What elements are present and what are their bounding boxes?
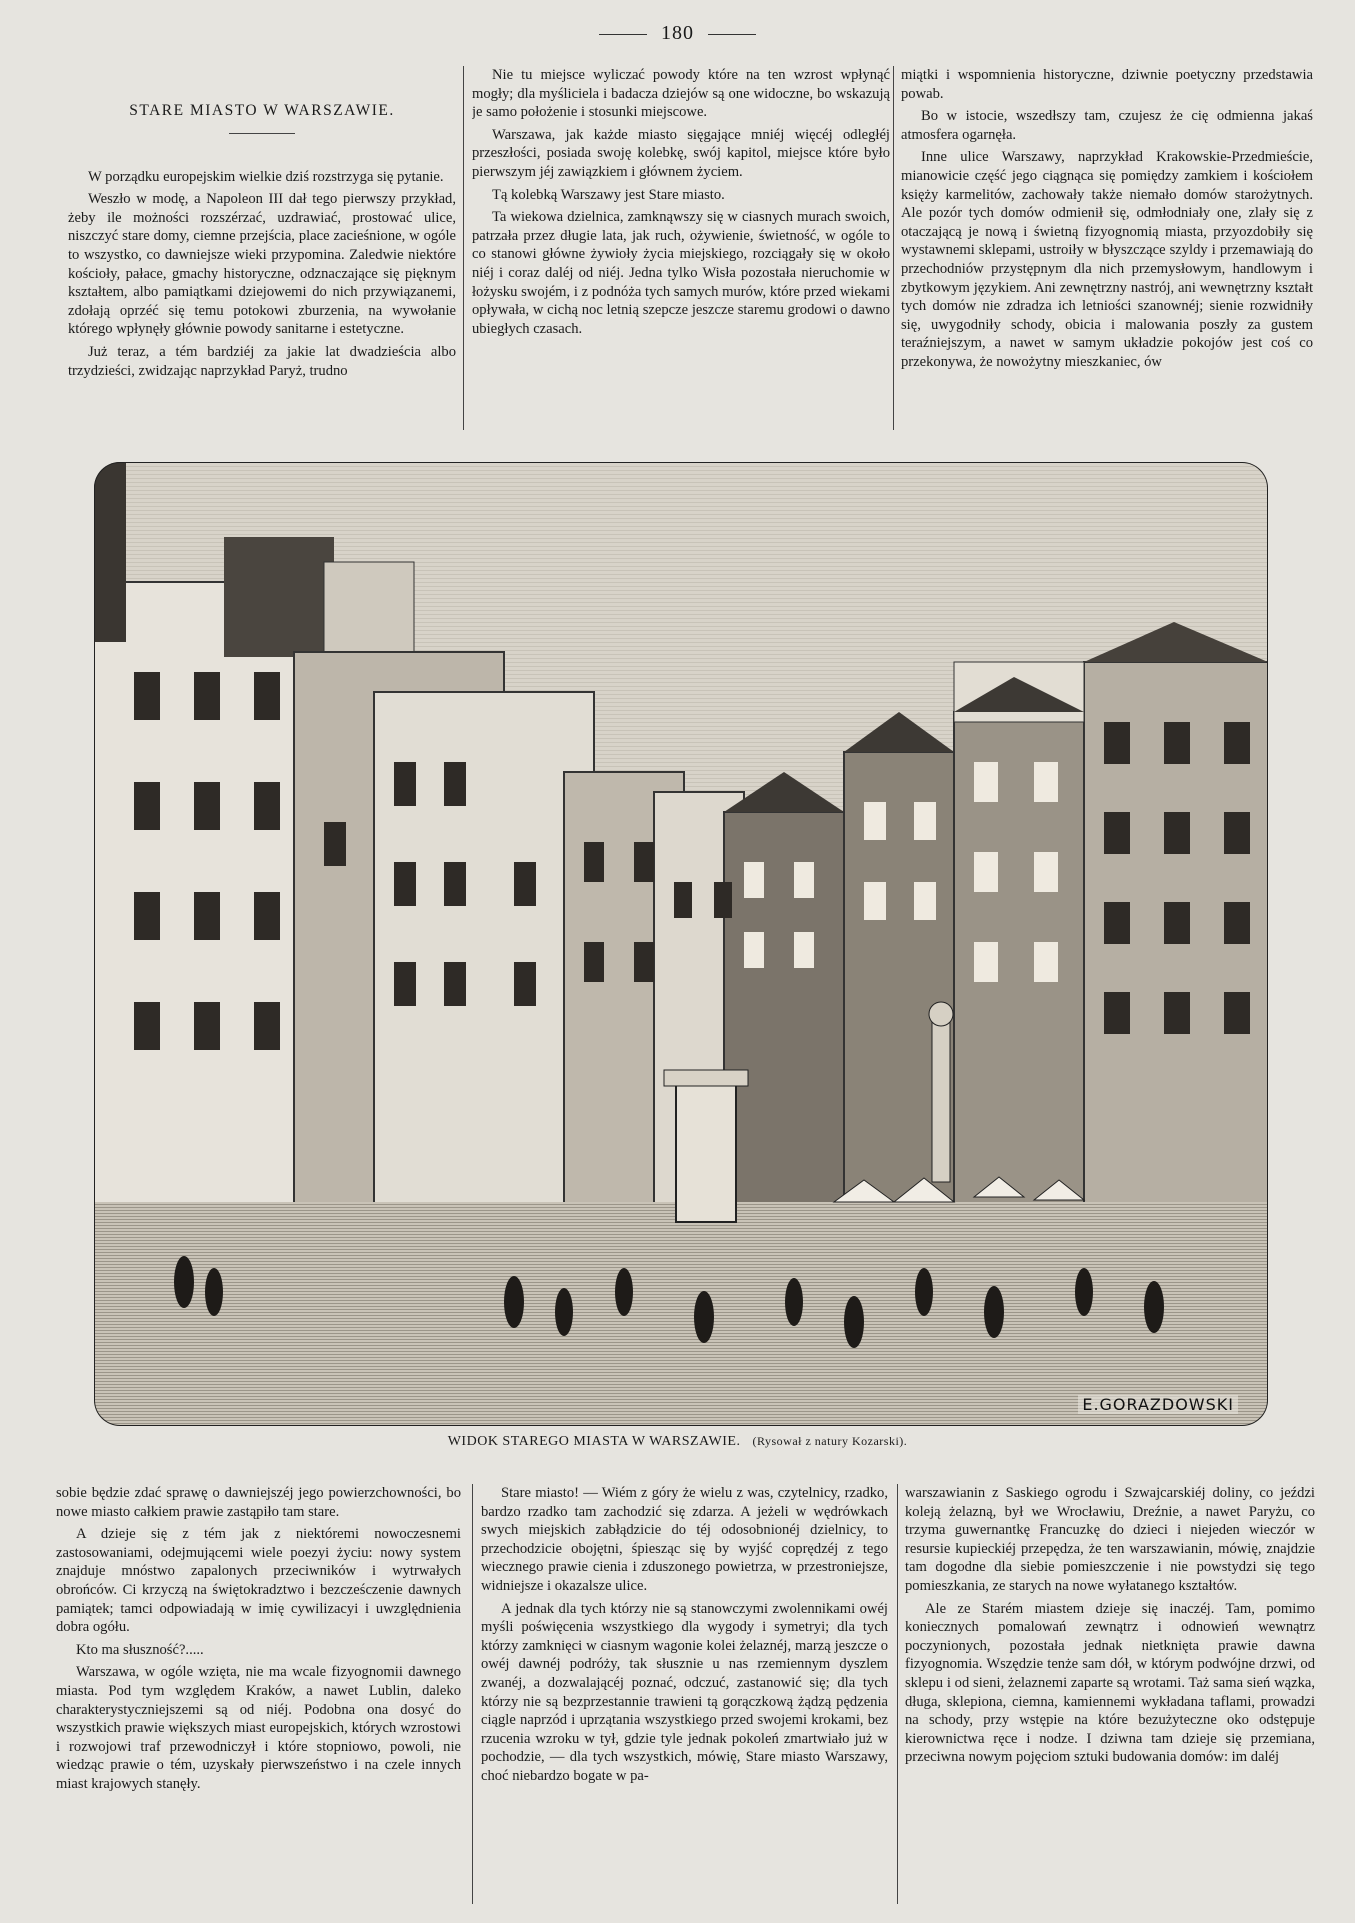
paragraph: sobie będzie zdać sprawę o dawniejszéj jego powierzchowności, bo nowe miasto całkiem prawie zastąpiło tam stare.	[56, 1485, 461, 1520]
paragraph: Kto ma słuszność?.....	[76, 1641, 204, 1658]
paragraph: Weszło w modę, a Napoleon III dał tego pierwszy przykład, żeby ile możności rozszérzać, uzdrawiać, prostować ulice, niszczyć stare domy, ciemne przejścia, place zacieśnione, w ogóle to wszystko, co dawniejsze wieki przypomina. Zaledwie niektóre kościoły, pałace, gmachy historyczne, odznaczające się pięknym kształtem, albo pamiątkami dziejowemi do nich przywiązanemi, zdołają oprzéć się temu potokowi zburzenia, na wywołanie którego wpłynęły głównie powody sanitarne i estetyczne.	[68, 191, 456, 338]
paragraph: Inne ulice Warszawy, naprzykład Krakowskie-Przedmieście, mianowicie część jego ciągnąca się pomiędzy zamkiem i kościołem księży karmelitów, zachowały także niemało domów starożytnych. Ale pozór tych domów odmienił się, odmłodniały one, zlały się z otaczającą je nową i świetną fizyognomią miasta, przyozdobiły się wystawnemi sklepami, ustroiły w błyszczące szyldy i przemawiają do przechodniów przystępnym dla nich przemysłowym, handlowym i zbytkowym językiem. Ani zewnętrzny nastrój, ani wewnętrzny kształt tych domów nie zdradza ich letniości szanownéj; sienie rozwidniły się, uwygodniły schody, obicia i malowania poszły za gustem teraźniejszym, a nawet w samym układzie pokojów jest coś co przekonywa, że nowożytny mieszkaniec, ów	[901, 149, 1313, 370]
paragraph: Warszawa, jak każde miasto sięgające mniéj więcéj odległéj przeszłości, posiada swoję kolebkę, swój kapitol, miejsce które było pierwszym jéj zawiązkiem i głównem życiem.	[472, 126, 890, 180]
engraving-drawing	[94, 462, 1268, 1426]
illustration-caption	[0, 1434, 1355, 1450]
artist-signature: E.GORAZDOWSKI	[1078, 1395, 1238, 1414]
paragraph: Ta wiekowa dzielnica, zamknąwszy się w ciasnych murach swoich, patrzała przez długie lata, jak ruch, ożywienie, świetność, w ogóle to co stanowi główne żywioły życia miejskiego, rozciągały się w około niéj i coraz daléj od niéj. Jedna tylko Wisła pozostała nieruchomie w łożysku swojém, i z podnóża tych samych murów, które przed wiekami opływała, w cichą noc letnią szepcze jeszcze staremu grodowi o dawno ubiegłych czasach.	[472, 209, 890, 337]
top-column-1	[68, 40, 456, 430]
title-rule	[229, 133, 295, 134]
page-number-dash-right	[708, 34, 756, 35]
column-rule	[897, 1484, 898, 1904]
paragraph: Ale ze Starém miastem dzieje się inaczéj. Tam, pomimo koniecznych pomalowań zewnątrz i odnowień wewnątrz poczynionych, pozostała jednak nietknięta prawie dawna fizyognomia. Wszędzie tenże sam dół, w którym podwójne drzwi, od sklepu i od sieni, żelaznemi zaparte są wrotami. Taż sama sień wązka, długa, sklepiona, ciemna, kamiennemi wykładana taflami, prowadzi na schody, przy wstępie na które bezużyteczne oko odstępuje kierownictwa ręce i nodze. I dziwna tam dzieje się przemiana, przeciwna nowym pojęciom sztuki budowania domów: im daléj	[905, 1600, 1315, 1766]
paragraph: W porządku europejskim wielkie dziś rozstrzyga się pytanie.	[88, 168, 444, 185]
column-rule	[463, 66, 464, 430]
caption-credit: (Rysował z natury Kozarski).	[752, 1434, 908, 1448]
paragraph: Bo w istocie, wszedłszy tam, czujesz że cię odmienna jakaś atmosfera ogarnęła.	[901, 108, 1313, 143]
old-town-engraving	[94, 462, 1268, 1426]
paragraph: A dzieje się z tém jak z niektóremi nowoczesnemi zastosowaniami, odejmującemi wiele poezyi życiu: nowy system znajduje mnóstwo zapalonych przeciwników i wytrwałych obrońców. Ci krzyczą na świętokradztwo i bezcześczenie dawnych pamiątek; tamci odpowiadają w imię cywilizacyi i uwzględnienia dobra ogółu.	[56, 1526, 461, 1636]
top-column-3	[901, 66, 1313, 430]
paragraph: Tą kolebką Warszawy jest Stare miasto.	[492, 186, 725, 203]
column-rule	[893, 66, 894, 430]
paragraph: Warszawa, w ogóle wzięta, nie ma wcale fizyognomii dawnego miasta. Pod tym względem Kraków, a nawet Lublin, daleko charakterystyczniejszemi są od niéj. Podobna ona dosyć do wszystkich prawie większych miast europejskich, których wzrostowi i rozwojowi traf przewodniczył i które stopniowo, powoli, nie wiedząc prawie o tém, uzyskały pierwszeństwo i na czele innych miast krajowych stanęły.	[56, 1664, 461, 1792]
bottom-column-2	[481, 1484, 888, 1904]
paragraph: warszawianin z Saskiego ogrodu i Szwajcarskiéj doliny, co jeździ koleją żelazną, był we Wrocławiu, Dreźnie, a nawet Paryżu, co trzyma guwernantkę Francuzkę do dzieci i niejeden wieczór w resursie kupieckiéj przepędza, że ten warszawianin, mówię, znajdzie tam dogodne dla siebie pomieszczenie i nie powstydzi się tego pomieszkania, ze starych na nowe wyłatanego kształtów.	[905, 1485, 1315, 1594]
bottom-column-3	[905, 1484, 1315, 1904]
top-column-2	[472, 66, 890, 430]
paragraph: Stare miasto! — Wiém z góry że wielu z was, czytelnicy, rzadko, bardzo rzadko tam zachodzić się zdarza. A jeżeli w wędrówkach swych miejskich zabłądzicie do téj odosobnionéj dzielnicy, to przechodzicie obojętni, śpiesząc się by wyjść coprędzéj z tego wiecznego prawie cienia i zduszonego powietrza, w przestroniejsze, widniejsze i okazalsze ulice.	[481, 1485, 888, 1594]
bottom-column-1	[56, 1484, 461, 1904]
paragraph: Już teraz, a tém bardziéj za jakie lat dwadzieścia albo trzydzieści, zwidzając naprzykład Paryż, trudno	[68, 343, 456, 379]
caption-title: WIDOK STAREGO MIASTA W WARSZAWIE.	[447, 1434, 741, 1449]
page-number: 180	[661, 22, 694, 44]
article-title: STARE MIASTO W WARSZAWIE.	[129, 102, 395, 119]
paragraph: Nie tu miejsce wyliczać powody które na ten wzrost wpłynąć mogły; dla myśliciela i badacza dziejów są one widoczne, bo wskazują je samo położenie i stosunki miejscowe.	[472, 67, 890, 121]
paragraph: A jednak dla tych którzy nie są stanowczymi zwolennikami owéj myśli poświęcenia wszystkiego dla wygody i symetryi; dla tych którzy zamknięci w ciasnym wagonie kolei żelaznéj, marzą jeszcze o owéj dawnéj podróży, tak słusznie u nas rzemiennym dyszlem zwanéj, a dozwalającéj poznać, odczuć, zastanowić się; dla tych którzy nie są bezprzestannie trawieni tą gorączkową żądzą pędzenia ciągle naprzód i uprzątania wszystkiego przed swojemi krokami, bez rzucenia wzroku w tył, gdzie tyle jednak pokoleń zmartwiało już w pochodzie, — dla tych wszystkich, mówię, Stare miasto Warszawy, choć niebardzo bogate w pa-	[481, 1600, 888, 1784]
page-number-dash-left	[599, 34, 647, 35]
column-rule	[472, 1484, 473, 1904]
paragraph: miątki i wspomnienia historyczne, dziwnie poetyczny przedstawia powab.	[901, 67, 1313, 102]
